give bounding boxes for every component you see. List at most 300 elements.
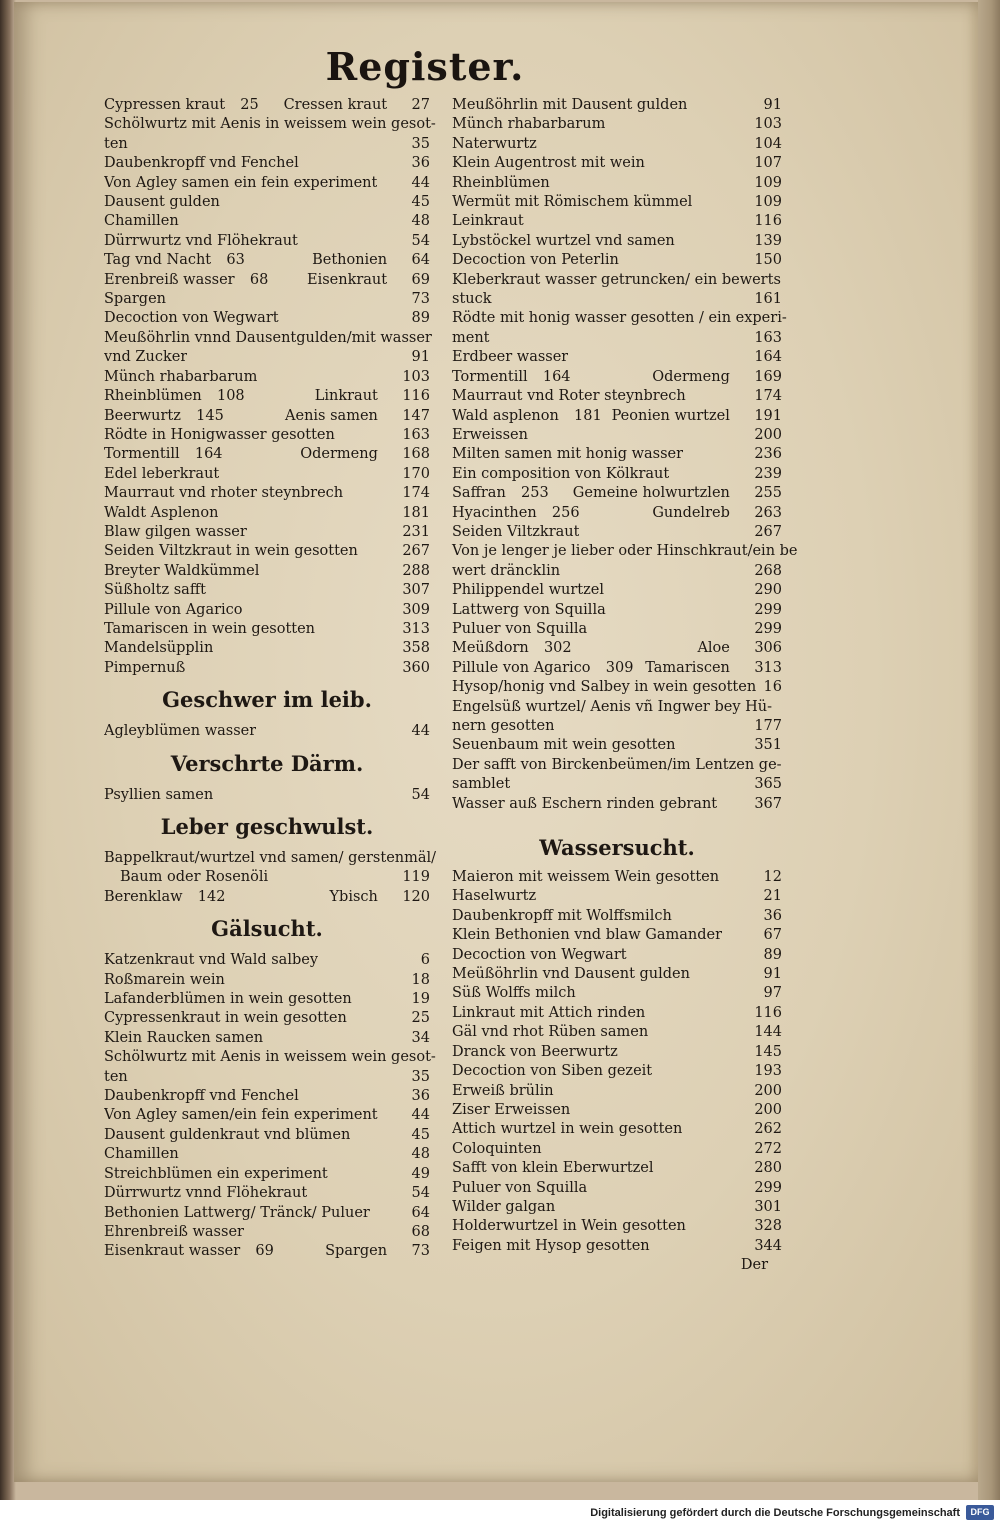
entry-row [104,1106,430,1125]
entry-number: 200 [754,1082,782,1099]
entry-row [452,387,782,406]
register-entry [104,232,430,251]
entry-text: Klein Bethonien vnd blaw Gamander [452,927,723,944]
entry-continuation: stuck [452,291,492,308]
register-entry [452,756,782,795]
register-entry [452,946,782,965]
entry-text: Cypressen kraut [104,97,226,113]
entry-text: Katzenkraut vnd Wald salbey [104,952,319,969]
register-entry [452,1179,782,1198]
register-entry [452,426,782,445]
entry-pair-first [104,445,223,464]
entry-text: Odermeng [652,368,730,385]
register-entry [104,1242,430,1261]
section-heading: Verschrte Därm. [170,750,364,776]
entry-text: Erweiß brülin [452,1082,554,1099]
entry-number: 313 [754,659,782,676]
register-entry [104,1087,430,1106]
entry-number: 6 [420,952,430,969]
entry-pair-first [104,251,245,270]
register-entry [104,971,430,990]
entry-text: Beerwurtz [104,407,181,424]
register-entry [104,1106,430,1125]
entry-number: 21 [763,888,782,905]
entry-row [452,232,782,251]
section-entry-list [104,849,437,907]
entry-number: 63 [226,252,245,269]
entry-text: Haselwurtz [452,888,537,905]
entry-number: 45 [411,1126,430,1143]
register-entry [452,659,782,678]
entry-number: 116 [754,213,782,230]
entry-number: 27 [411,97,430,113]
register-entry [104,426,430,445]
register-entry [104,581,430,600]
entry-number: 48 [411,213,430,230]
entry-row [452,368,782,387]
entry-number: 181 [402,504,430,521]
entry-row [104,888,430,907]
entry-row [452,984,782,1003]
entry-number: 313 [402,620,430,637]
register-entry [452,465,782,484]
register-entry [452,1140,782,1159]
entry-text: Blaw gilgen wasser [104,523,247,540]
register-section [104,688,430,741]
register-entry [452,965,782,984]
entry-text: Süß Wolffs milch [452,985,576,1002]
entry-number: 68 [411,1223,430,1240]
entry-row [452,348,782,367]
entry-row [452,775,782,794]
entry-text: Seiden Viltzkraut [452,523,580,540]
entry-text: Feigen mit Hysop gesotten [452,1237,650,1254]
entry-text: Dausent gulden [104,194,220,211]
entry-text: Saffran [452,485,506,502]
entry-row [104,1184,430,1203]
entry-continuation: ten [104,1068,128,1085]
entry-text: Hysop/honig vnd Salbey in wein gesotten [452,679,757,696]
entry-row [452,562,782,581]
entry-text: Linkraut [314,388,378,405]
entry-row [104,1145,430,1164]
entry-text: Gemeine holwurtzlen [572,485,730,502]
entry-number: 174 [402,485,430,502]
entry-row [104,786,430,805]
entry-number: 193 [754,1063,782,1080]
entry-pair-first [104,96,259,115]
entry-text: Wermüt mit Römischem kümmel [452,194,693,211]
entry-text: Wasser auß Eschern rinden gebrant [452,795,718,812]
entry-row [104,639,430,658]
entry-pair-first [104,888,225,907]
catchword: Der [740,1257,768,1274]
entry-text: Holderwurtzel in Wein gesotten [452,1218,686,1235]
entry-text: Maurraut vnd rhoter steynbrech [104,485,344,502]
entry-number: 69 [411,271,430,288]
entry-row [452,504,782,523]
register-entry [104,1165,430,1184]
register-entry [452,1120,782,1139]
entry-text: Daubenkropff mit Wolffsmilch [452,907,672,924]
section-entry-list [104,951,436,1262]
entry-text: Leinkraut [452,213,524,230]
entry-number: 16 [763,679,782,696]
entry-text: Edel leberkraut [104,465,220,482]
entry-row [104,445,430,464]
register-entry [104,542,430,561]
entry-number: 25 [240,97,259,113]
entry-text: Hyacinthen [452,504,537,521]
entry-number: 299 [754,601,782,618]
entry-text: Von Agley samen/ein fein experiment [104,1107,378,1124]
register-entry [104,990,430,1009]
entry-text: Milten samen mit honig wasser [452,446,684,463]
entry-text: Tormentill [104,446,180,463]
entry-row [104,659,430,678]
entry-row [104,620,430,639]
entry-number: 344 [754,1237,782,1254]
entry-row [452,926,782,945]
entry-number: 302 [543,640,572,657]
entry-text: Klein Augentrost mit wein [452,155,645,172]
entry-number: 44 [411,174,430,191]
entry-row [452,329,782,348]
entry-number: 268 [754,562,782,579]
entry-number: 45 [411,194,430,211]
entry-text: Rödte in Honigwasser gesotten [104,426,335,443]
register-entry [452,1082,782,1101]
entry-text: Kleberkraut wasser getruncken/ ein bewerts [452,271,781,288]
entry-pair-second [325,1242,430,1261]
entry-number: 255 [754,485,782,502]
entry-pair-first [452,659,633,678]
register-entry [452,601,782,620]
entry-text: Daubenkropff vnd Fenchel [104,1088,299,1105]
register-entry [104,290,430,309]
entry-row [104,504,430,523]
entry-text: Waldt Asplenon [104,504,219,521]
register-entry [452,678,782,697]
entry-number: 54 [411,1185,430,1202]
register-entry [452,115,782,134]
entry-number: 360 [402,659,430,676]
register-entry [452,504,782,523]
entry-pair-second [652,368,782,387]
entry-text: Philippendel wurtzel [452,582,604,599]
register-entry [104,1029,430,1048]
entry-text: Lybstöckel wurtzel vnd samen [452,232,675,249]
entry-number: 256 [551,504,580,521]
entry-pair-first [452,368,571,387]
entry-text: Tag vnd Nacht [104,252,212,269]
entry-row [104,426,430,445]
entry-text: Maurraut vnd Roter steynbrech [452,388,686,405]
entry-row [452,1198,782,1217]
register-entry [452,1004,782,1023]
entry-number: 163 [402,426,430,443]
entry-row [452,426,782,445]
entry-text: Daubenkropff vnd Fenchel [104,155,299,172]
entry-row [452,465,782,484]
register-entry [104,722,430,741]
entry-row [104,601,430,620]
entry-text: Münch rhabarbarum [452,116,606,133]
entry-row [452,907,782,926]
entry-number: 69 [255,1243,274,1260]
entry-number: 36 [763,907,782,924]
entry-number: 36 [411,1088,430,1105]
entry-row [104,193,430,212]
register-entry [452,1062,782,1081]
entry-number: 120 [402,888,430,905]
register-entry [452,193,782,212]
entry-number: 34 [411,1029,430,1046]
entry-row [104,348,430,367]
register-entry [104,271,430,290]
entry-text: Roßmarein wein [104,971,225,988]
register-entry [452,639,782,658]
entry-number: 290 [754,582,782,599]
entry-text: Aenis samen [285,407,378,424]
entry-row [452,1217,782,1236]
entry-list [452,96,798,814]
entry-number: 54 [411,786,430,803]
entry-number: 161 [754,291,782,308]
register-column-left [104,96,437,1262]
entry-number: 145 [196,407,224,424]
entry-number: 48 [411,1146,430,1163]
register-entry [104,154,430,173]
entry-text: Rheinblümen [452,174,550,191]
entry-text: Lattwerg von Squilla [452,601,606,618]
entry-text: Schölwurtz mit Aenis in weissem wein gesot- [104,116,436,133]
entry-row [104,271,430,290]
register-entry [452,868,782,887]
entry-pair-first [452,407,602,426]
entry-row [452,601,782,620]
entry-number: 89 [763,946,782,963]
entry-text: Ybisch [329,888,378,905]
entry-text: Bethonien [312,252,388,269]
entry-number: 280 [754,1160,782,1177]
entry-row [452,581,782,600]
entry-number: 64 [411,252,430,269]
register-entry [452,407,782,426]
entry-row [104,135,430,154]
section-entry-list [452,868,782,1256]
entry-number: 200 [754,1101,782,1118]
entry-text: Wilder galgan [452,1198,556,1215]
entry-text: Pillule von Agarico [104,601,243,618]
entry-row [452,154,782,173]
entry-text: Decoction von Wegwart [104,310,279,327]
register-entry [452,984,782,1003]
entry-row [104,1165,430,1184]
entry-row [452,1062,782,1081]
entry-row [104,1068,430,1087]
register-section [452,836,782,1256]
entry-text: Klein Raucken samen [104,1029,264,1046]
section-heading: Gälsucht. [211,916,323,942]
section-entry-list [104,786,430,805]
entry-text: Odermeng [300,446,378,463]
entry-number: 181 [574,407,602,424]
entry-row [104,990,430,1009]
entry-row [104,542,430,561]
register-entry [104,951,430,970]
entry-text: Chamillen [104,213,179,230]
entry-text: Mandelsüpplin [104,640,214,657]
footer-bar [0,1500,1000,1525]
entry-row [104,523,430,542]
register-entry [452,348,782,367]
entry-text: Chamillen [104,1146,179,1163]
page-edge [978,0,1000,1500]
entry-row [104,174,430,193]
entry-text: Peonien wurtzel [611,407,730,424]
register-entry [452,887,782,906]
entry-text: Puluer von Squilla [452,620,588,637]
entry-text: Meußöhrlin mit Dausent gulden [452,97,688,113]
entry-number: 301 [754,1198,782,1215]
entry-number: 164 [194,446,223,463]
section-list [104,687,437,1262]
entry-number: 231 [402,523,430,540]
entry-row [104,1009,430,1028]
register-entry [452,581,782,600]
entry-text: Cressen kraut [283,97,388,113]
entry-pair-second [697,639,782,658]
entry-row [452,717,782,736]
entry-row [104,868,430,887]
register-entry [452,736,782,755]
entry-text: Eisenkraut [306,271,388,288]
register-entry [104,465,430,484]
register-entry [452,445,782,464]
entry-number: 367 [754,795,782,812]
entry-text: Erweissen [452,426,528,443]
entry-number: 103 [402,368,430,385]
entry-continuation: ment [452,329,490,346]
entry-text: Meüßöhrlin vnd Dausent gulden [452,966,690,983]
entry-row [452,193,782,212]
entry-row [452,659,782,678]
entry-number: 25 [411,1010,430,1027]
entry-row [452,946,782,965]
entry-text: Dranck von Beerwurtz [452,1043,618,1060]
entry-pair-second [312,251,430,270]
entry-number: 109 [754,174,782,191]
entry-text: Naterwurtz [452,135,537,152]
entry-pair-second [285,407,430,426]
entry-text: Erdbeer wasser [452,349,569,366]
entry-list [104,96,436,678]
entry-row [452,1120,782,1139]
entry-number: 91 [763,966,782,983]
entry-row [104,722,430,741]
entry-row [452,445,782,464]
register-entry [104,786,430,805]
entry-text: Puluer von Squilla [452,1179,588,1196]
entry-number: 68 [249,271,269,288]
entry-text: Attich wurtzel in wein gesotten [452,1121,683,1138]
register-entry [104,849,437,888]
entry-row [452,1179,782,1198]
register-entry [452,387,782,406]
entry-number: 306 [754,640,782,657]
entry-number: 239 [754,465,782,482]
entry-text: Seuenbaum mit wein gesotten [452,737,676,754]
register-entry [452,926,782,945]
register-entry [452,154,782,173]
entry-row [104,951,430,970]
entry-text: Tamariscen [645,659,730,676]
register-entry [104,1184,430,1203]
entry-pair-second [645,659,782,678]
register-entry [104,251,430,270]
entry-number: 150 [754,252,782,269]
entry-row [104,387,430,406]
register-entry [452,1023,782,1042]
entry-continuation: nern gesotten [452,718,555,734]
register-entry [104,1204,430,1223]
entry-number: 91 [411,349,430,366]
entry-number: 103 [754,116,782,133]
entry-number: 18 [411,971,430,988]
register-entry [452,795,782,814]
entry-number: 44 [411,1107,430,1124]
entry-pair-second [284,96,430,115]
entry-text: Linkraut mit Attich rinden [452,1004,646,1021]
entry-number: 236 [754,446,782,463]
page-title: Register. [325,44,525,89]
entry-pair-second [652,504,782,523]
register-entry [104,639,430,658]
entry-text: Eisenkraut wasser [104,1243,241,1260]
entry-row [104,290,430,309]
section-heading: Wassersucht. [539,835,695,861]
entry-number: 177 [754,718,782,734]
entry-number: 191 [754,407,782,424]
register-entry [104,562,430,581]
entry-text: Von je lenger je lieber oder Hinschkraut/ein be [452,543,798,560]
entry-number: 104 [754,135,782,152]
entry-text: Agleyblümen wasser [104,723,257,740]
entry-number: 12 [763,869,782,886]
entry-row [452,212,782,231]
register-entry [452,1198,782,1217]
register-entry [452,271,782,310]
entry-row [104,581,430,600]
entry-number: 288 [402,562,430,579]
register-column-right [452,96,798,1276]
entry-pair-first [104,387,245,406]
entry-text: Erenbreiß wasser [104,271,235,288]
entry-continuation: vnd Zucker [104,349,188,366]
register-section [104,814,437,907]
entry-pair-second [307,271,430,290]
entry-number: 142 [197,888,226,905]
entry-number: 36 [411,155,430,172]
entry-text: Berenklaw [104,888,183,905]
entry-pair-first [104,1242,274,1261]
entry-text: Süßholtz safft [104,582,206,599]
entry-row [104,562,430,581]
entry-row [104,232,430,251]
register-entry [452,1043,782,1062]
register-entry [104,523,430,542]
